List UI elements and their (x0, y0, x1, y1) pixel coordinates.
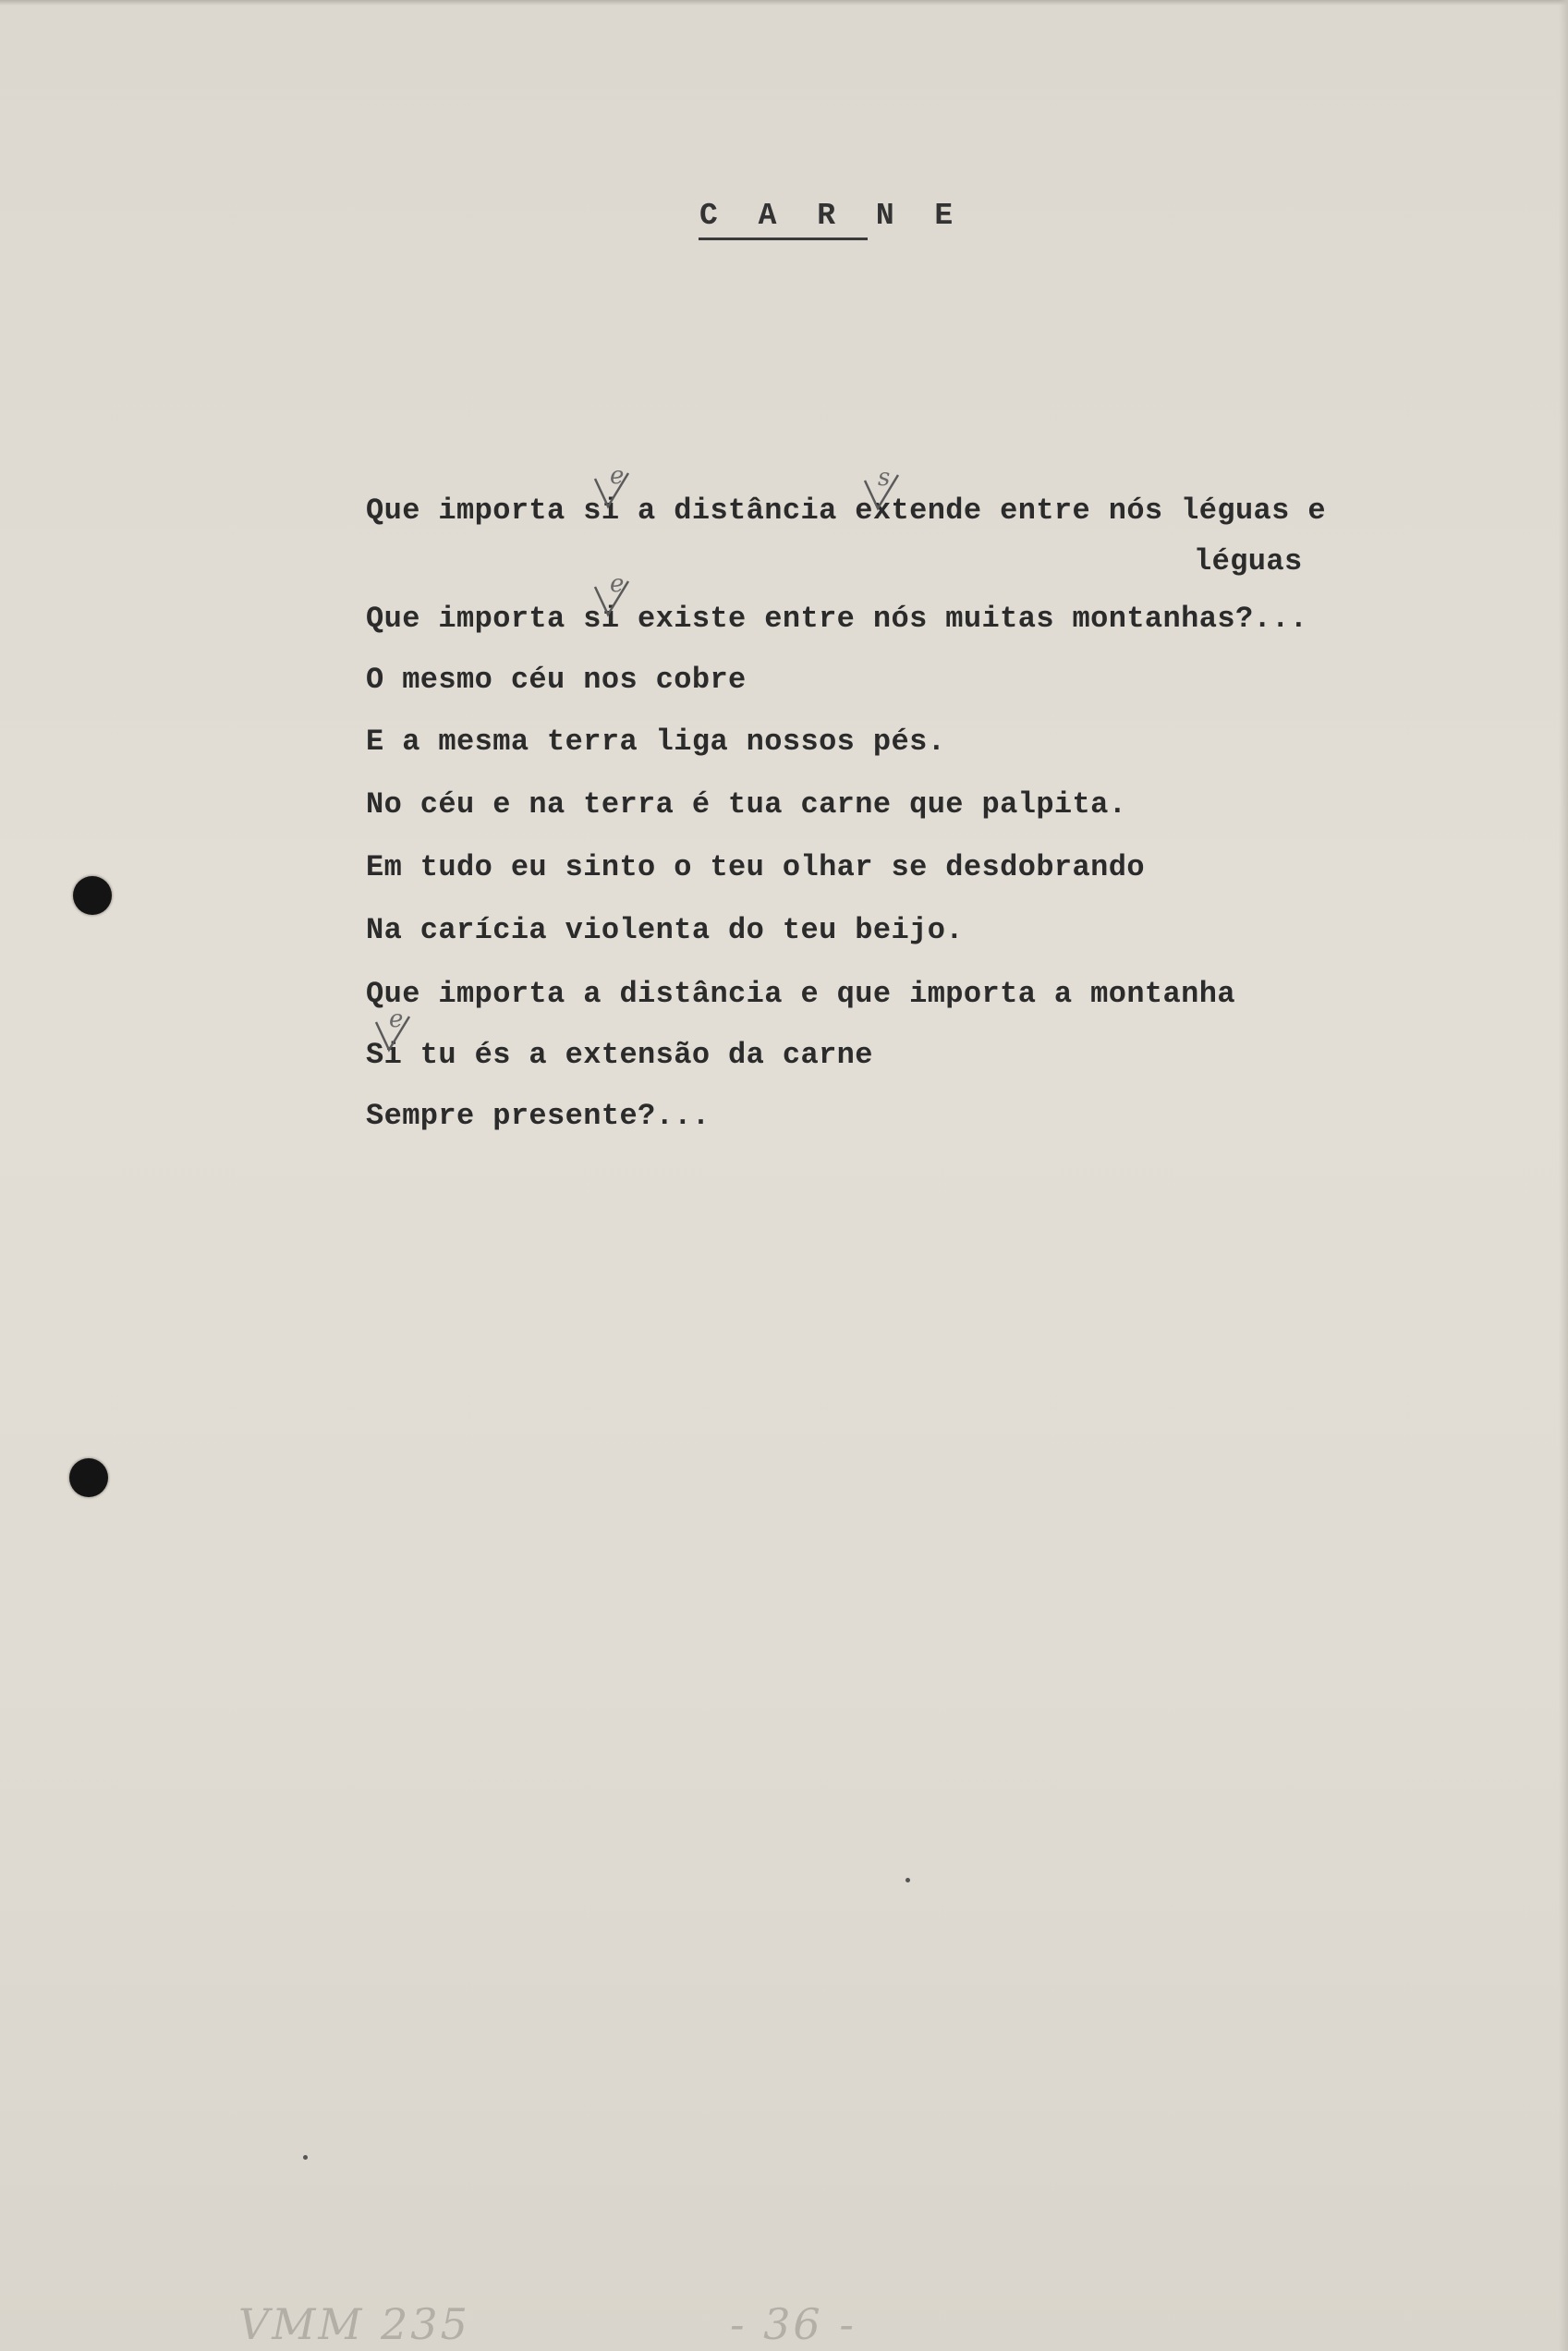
paper-speck (906, 1878, 910, 1882)
poem-line-5: No céu e na terra é tua carne que palpita. (366, 787, 1127, 822)
poem-line-3: O mesmo céu nos cobre (366, 663, 747, 697)
poem-line-6: Em tudo eu sinto o teu olhar se desdobrando (366, 850, 1145, 884)
punch-hole (69, 1458, 108, 1497)
poem-line-1: Que importa si a distância extende entre nós léguas e (366, 493, 1326, 528)
poem-line-4: E a mesma terra liga nossos pés. (366, 725, 946, 759)
title-underline (699, 238, 868, 240)
correction-letter: e (610, 462, 625, 490)
poem-line-9: Si tu és a extensão da carne (366, 1038, 873, 1072)
poem-line-10: Sempre presente?... (366, 1099, 711, 1133)
poem-line-8: Que importa a distância e que importa a montanha (366, 977, 1235, 1011)
page-number: - 36 - (730, 2299, 857, 2349)
poem-title: C A R N E (699, 199, 965, 233)
punch-hole (73, 876, 112, 915)
poem-line-7: Na carícia violenta do teu beijo. (366, 913, 964, 947)
paper-edge-right (1559, 0, 1568, 2351)
archive-code: VMM 235 (238, 2299, 470, 2349)
correction-letter: s (878, 464, 891, 492)
paper-edge-top (0, 0, 1568, 6)
poem-line-2: Que importa si existe entre nós muitas montanhas?... (366, 602, 1308, 636)
paper-speck (303, 2155, 308, 2160)
correction-letter: e (389, 1005, 404, 1033)
poem-line-1-continuation: léguas (1194, 544, 1303, 579)
correction-letter: e (610, 570, 625, 598)
